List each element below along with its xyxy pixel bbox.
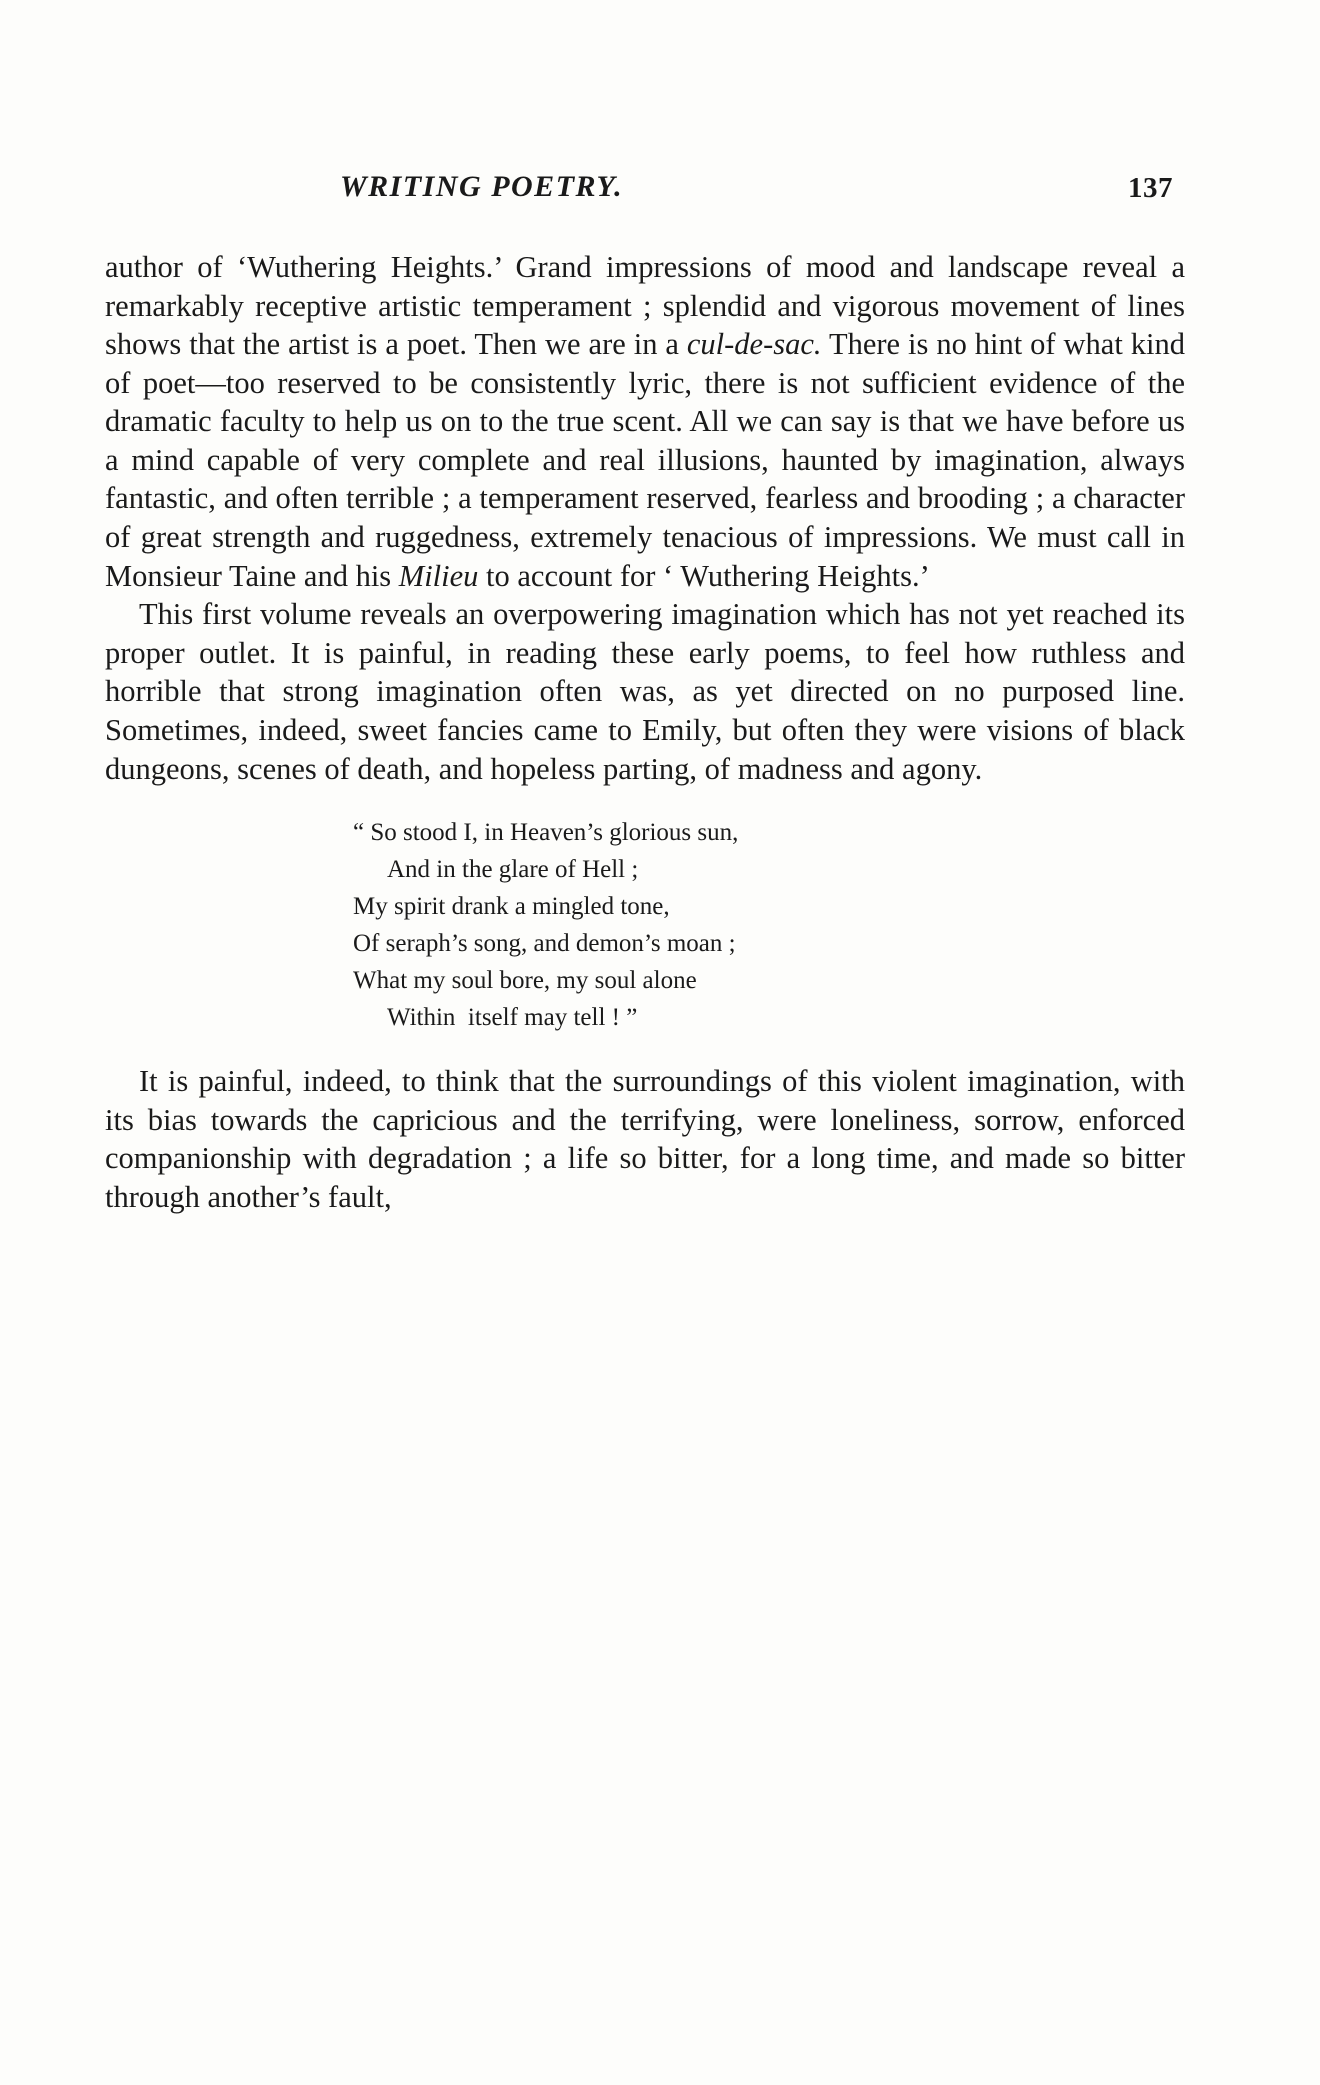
verse-line: My spirit drank a mingled tone,: [353, 893, 670, 921]
page-content: [105, 170, 1185, 1216]
page-number: 137: [1128, 172, 1173, 204]
verse-line: Within itself may tell ! ”: [387, 1004, 638, 1032]
running-head: WRITING POETRY.: [340, 170, 624, 203]
verse-line: And in the glare of Hell ;: [387, 856, 639, 884]
page-header: [105, 170, 1185, 230]
verse-line: What my soul bore, my soul alone: [353, 967, 697, 995]
verse-line: Of seraph’s song, and demon’s moan ;: [353, 930, 736, 958]
paragraph-1-italic-milieu: Milieu: [398, 558, 479, 593]
paragraph-1: [105, 248, 1185, 595]
paragraph-1-part-a: author of ‘Wuthering Heights.’ Grand impressions of mood and landscape reveal a remarkably receptive artistic temperament ; splendid and vigorous movement of lines shows that the artist is a poet. Then we are in a: [105, 250, 1185, 362]
paragraph-2: This first volume reveals an overpowering imagination which has not yet reached its proper outlet. It is painful, in reading these early poems, to feel how ruthless and horrible that strong imagination often was, as yet directed on no purposed line. Sometimes, indeed, sweet fancies came to Emily, but often they were visions of black dungeons, scenes of death, and hopeless parting, of madness and agony.: [105, 597, 1185, 786]
paragraph-1-italic-culdesac: cul-de-sac.: [686, 327, 822, 362]
paragraph-1-part-b: There is no hint of what kind of poet—too reserved to be consistently lyric, there is not sufficient evidence of the dramatic faculty to help us on to the true scent. All we can say is that we have before us a mind capable of very complete and real illusions, haunted by imagination, always fantastic, and often terrible ; a temperament reserved, fearless and brooding ; a character of great strength and ruggedness, extremely tenacious of impressions. We must call in Monsieur Taine and his: [105, 327, 1185, 593]
verse-line: “ So stood I, in Heaven’s glorious sun,: [353, 819, 739, 847]
verse-quotation: [105, 814, 1185, 1036]
paragraph-3: It is painful, indeed, to think that the surroundings of this violent imagination, with its bias towards the capricious and the terrifying, were loneliness, sorrow, enforced companionship with degradation ; a life so bitter, for a long time, and made so bitter through another’s fault,: [105, 1064, 1185, 1214]
paragraph-1-part-c: to account for ‘ Wuthering Heights.’: [478, 558, 930, 593]
